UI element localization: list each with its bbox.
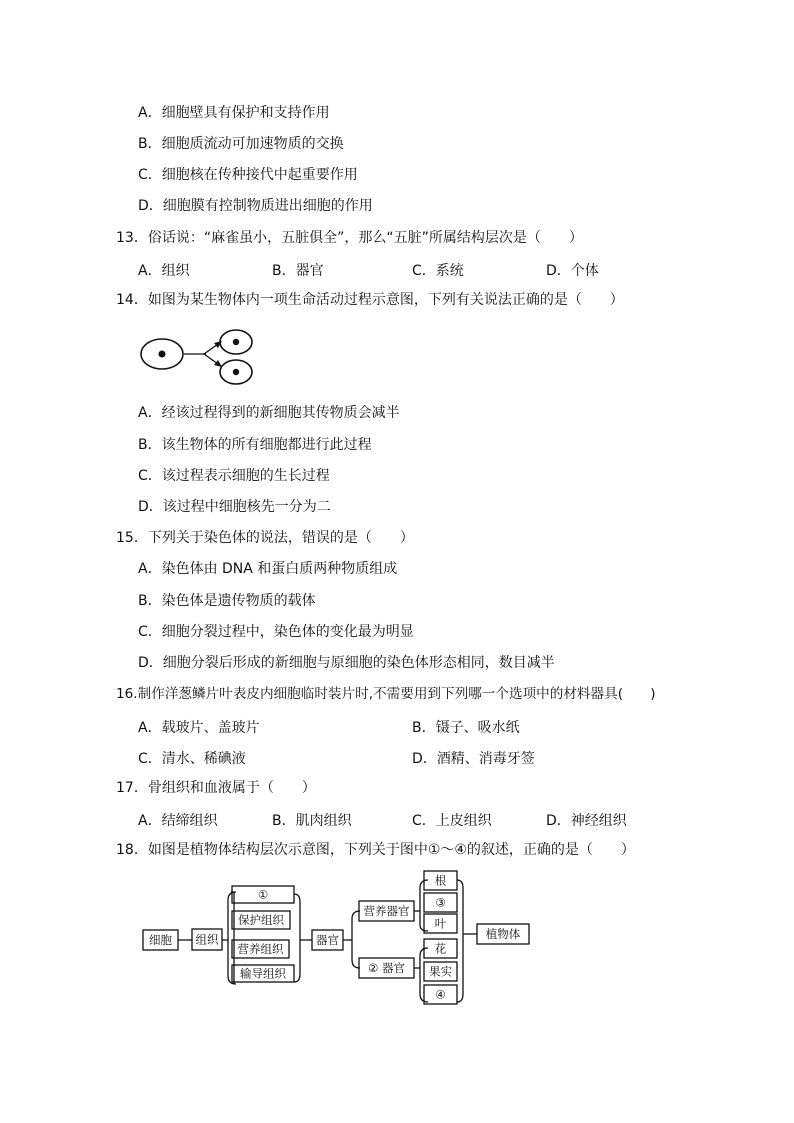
cell-division-figure xyxy=(138,326,258,388)
q13-option-b: B．器官 xyxy=(272,263,324,279)
q16-option-b: B．镊子、吸水纸 xyxy=(412,720,520,736)
q17-option-c: C．上皮组织 xyxy=(412,813,492,829)
q15-stem: 15．下列关于染色体的说法，错误的是（ ） xyxy=(116,530,414,546)
q17-option-b: B．肌肉组织 xyxy=(272,813,352,829)
q15-option-d: D．细胞分裂后形成的新细胞与原细胞的染色体形态相同，数目减半 xyxy=(138,655,555,671)
label-tissue: 组织 xyxy=(195,932,219,947)
label-leaf: 叶 xyxy=(434,916,447,931)
arrow-up xyxy=(204,344,218,354)
q12-option-a: A．细胞壁具有保护和支持作用 xyxy=(138,105,330,121)
q16-option-a: A．载玻片、盖玻片 xyxy=(138,720,260,736)
plant-hierarchy-diagram xyxy=(140,868,540,1008)
q17-options xyxy=(0,810,794,828)
q14-option-c: C．该过程表示细胞的生长过程 xyxy=(138,468,330,484)
label-conducting-tissue: 输导组织 xyxy=(240,966,286,981)
label-root: 根 xyxy=(434,873,447,888)
label-organ-3: ③ xyxy=(435,895,446,910)
q14-stem: 14．如图为某生物体内一项生命活动过程示意图，下列有关说法正确的是（ ） xyxy=(116,292,624,308)
q17-option-d: D．神经组织 xyxy=(546,813,627,829)
label-protective-tissue: 保护组织 xyxy=(238,913,284,927)
q16-options-row1 xyxy=(0,717,794,735)
arrow-down xyxy=(204,354,218,364)
q13-option-c: C．系统 xyxy=(412,263,464,279)
q13-option-a: A．组织 xyxy=(138,263,190,279)
q18-stem: 18．如图是植物体结构层次示意图，下列关于图中①～④的叙述，正确的是（ ） xyxy=(116,842,635,858)
q16-options-row2 xyxy=(0,748,794,766)
label-vegetative-organ: 营养器官 xyxy=(363,904,410,918)
label-fruit: 果实 xyxy=(429,964,452,979)
label-organ-2: ② 器官 xyxy=(368,961,405,975)
label-cell: 细胞 xyxy=(149,933,172,947)
q17-option-a: A．结缔组织 xyxy=(138,813,218,829)
q12-option-d: D．细胞膜有控制物质进出细胞的作用 xyxy=(138,198,373,214)
q17-stem: 17．骨组织和血液属于（ ） xyxy=(116,780,316,796)
label-organ-4: ④ xyxy=(435,987,446,1002)
q16-option-d: D．酒精、消毒牙签 xyxy=(412,751,535,767)
label-nutrient-tissue: 营养组织 xyxy=(237,942,284,956)
q14-option-d: D．该过程中细胞核先一分为二 xyxy=(138,499,331,515)
q14-option-a: A．经该过程得到的新细胞其传物质会减半 xyxy=(138,405,400,421)
parent-nucleus xyxy=(159,351,166,358)
q13-stem: 13．俗话说：“麻雀虽小，五脏俱全”，那么“五脏”所属结构层次是（ ） xyxy=(116,230,583,246)
label-tissue-1: ① xyxy=(257,887,269,902)
q16-option-c: C．清水、稀碘液 xyxy=(138,751,246,767)
q12-option-c: C．细胞核在传种接代中起重要作用 xyxy=(138,167,358,183)
q15-option-c: C．细胞分裂过程中，染色体的变化最为明显 xyxy=(138,624,414,640)
q13-options xyxy=(0,260,794,278)
q16-stem: 16.制作洋葱鳞片叶表皮内细胞临时装片时,不需要用到下列哪一个选项中的材料器具( ) xyxy=(116,686,656,702)
q14-option-b: B．该生物体的所有细胞都进行此过程 xyxy=(138,437,372,453)
label-organ: 器官 xyxy=(316,933,339,947)
q15-option-b: B．染色体是遗传物质的载体 xyxy=(138,593,316,609)
label-flower: 花 xyxy=(434,941,447,956)
q15-option-a: A．染色体由 DNA 和蛋白质两种物质组成 xyxy=(138,561,398,577)
q13-option-d: D．个体 xyxy=(546,263,599,279)
q12-option-b: B．细胞质流动可加速物质的交换 xyxy=(138,136,344,152)
label-plant: 植物体 xyxy=(485,927,521,941)
